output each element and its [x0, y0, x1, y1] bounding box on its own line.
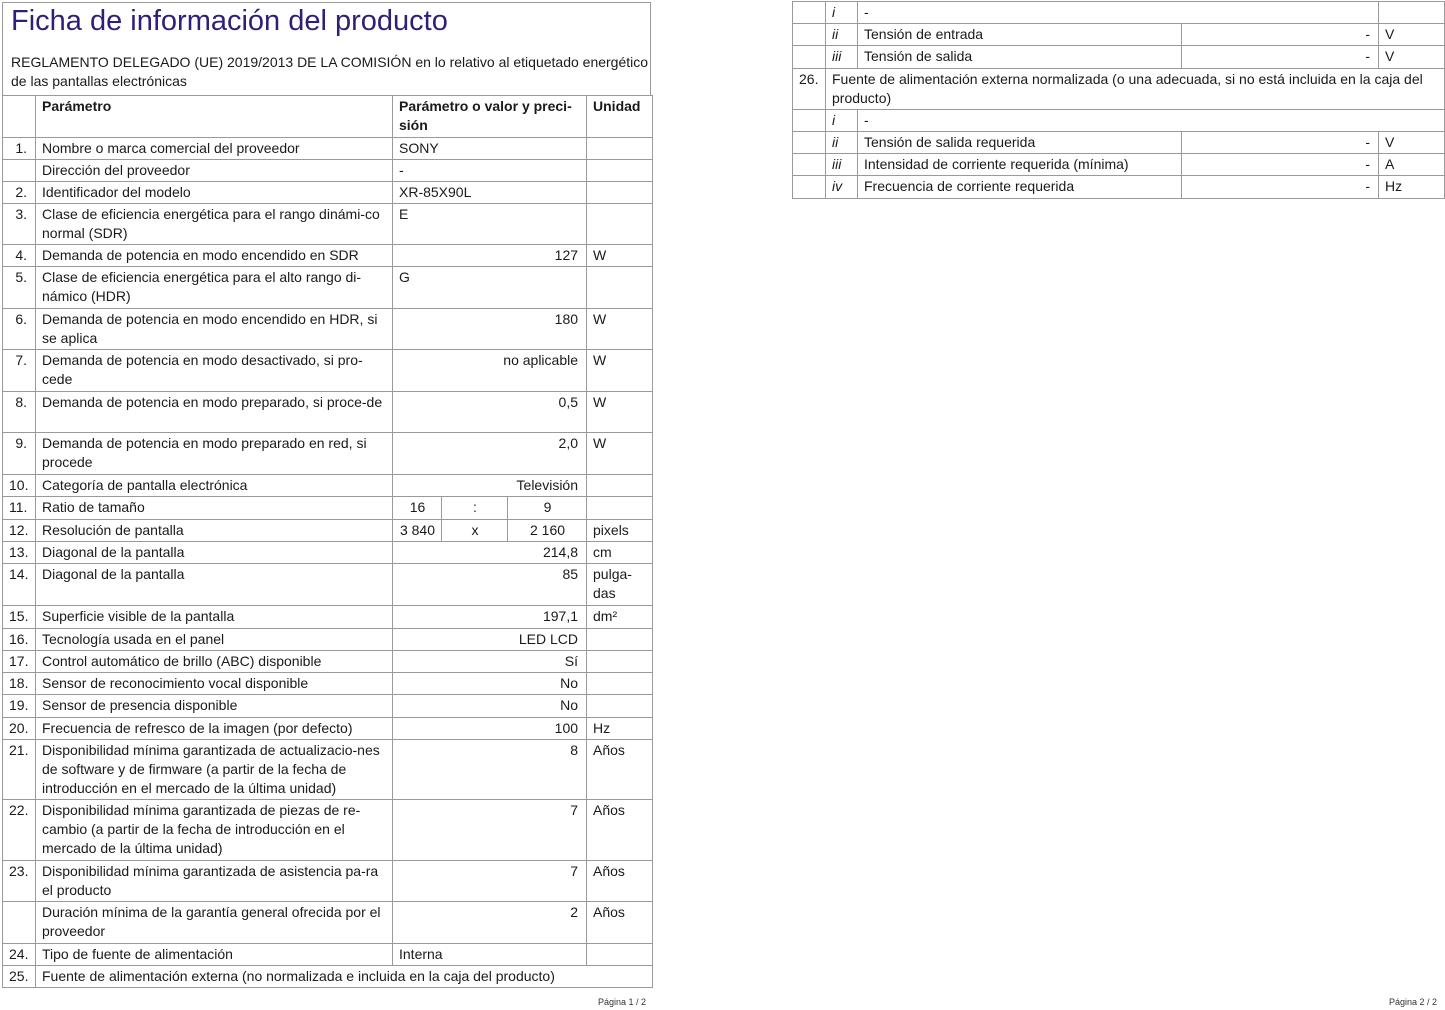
document-header [2, 2, 651, 95]
table-row: 20. Frecuencia de refresco de la imagen (por defecto) 100 Hz [3, 718, 653, 740]
header-value: Parámetro o valor y preci-sión [393, 96, 587, 138]
table-row: 5. Clase de eficiencia energética para el alto rango di-námico (HDR) G [3, 267, 653, 309]
table-row: iii Tensión de salida - V [793, 46, 1445, 69]
table-row: 18. Sensor de reconocimiento vocal disponible No [3, 673, 653, 695]
table-row: 16. Tecnología usada en el panel LED LCD [3, 629, 653, 651]
table-row: 26. Fuente de alimentación externa normalizada (o una adecuada, si no está incluida en la caja del producto) [793, 69, 1445, 110]
table-row: i - [793, 110, 1445, 132]
table-row: 13. Diagonal de la pantalla 214,8 cm [3, 542, 653, 564]
table-row: 4. Demanda de potencia en modo encendido en SDR 127 W [3, 245, 653, 267]
table-row: 3. Clase de eficiencia energética para el rango dinámi-co normal (SDR) E [3, 204, 653, 245]
table-row: 10. Categoría de pantalla electrónica Televisión [3, 475, 653, 497]
table-row: 14. Diagonal de la pantalla 85 pulga-das [3, 564, 653, 606]
table-row: ii Tensión de entrada - V [793, 24, 1445, 46]
table-row: 15. Superficie visible de la pantalla 197,1 dm² [3, 606, 653, 629]
table-row: 6. Demanda de potencia en modo encendido en HDR, si se aplica 180 W [3, 309, 653, 350]
table-row: 9. Demanda de potencia en modo preparado en red, si procede 2,0 W [3, 433, 653, 475]
table-row: iv Frecuencia de corriente requerida - Hz [793, 176, 1445, 199]
table-header-row [3, 96, 653, 138]
table-row: ii Tensión de salida requerida - V [793, 132, 1445, 154]
header-param: Parámetro [36, 96, 393, 138]
table-row: 19. Sensor de presencia disponible No [3, 695, 653, 718]
table-row: iii Intensidad de corriente requerida (mínima) - A [793, 154, 1445, 176]
table-row: Duración mínima de la garantía general ofrecida por el proveedor 2 Años [3, 902, 653, 944]
page-number: Página 1 / 2 [598, 997, 647, 1007]
table-row: 17. Control automático de brillo (ABC) disponible Sí [3, 651, 653, 673]
document-title: Ficha de información del producto [11, 5, 448, 37]
table-row: 8. Demanda de potencia en modo preparado, si proce-de 0,5 W [3, 392, 653, 433]
table-row: 2. Identificador del modelo XR-85X90L [3, 182, 653, 204]
table-row: 1. Nombre o marca comercial del proveedor SONY [3, 138, 653, 160]
table-row: 23. Disponibilidad mínima garantizada de asistencia pa-ra el producto 7 Años [3, 861, 653, 902]
table-row: i - [793, 2, 1445, 24]
page-number: Página 2 / 2 [1389, 997, 1438, 1007]
header-unit: Unidad [587, 96, 653, 138]
power-supply-table [792, 1, 1445, 199]
page-1 [0, 0, 655, 1010]
table-row: 21. Disponibilidad mínima garantizada de actualizacio-nes de software y de firmware (a partir de la fecha de introducción en el mercado de la última unidad) 8 Años [3, 740, 653, 800]
regulation-subtitle: REGLAMENTO DELEGADO (UE) 2019/2013 DE LA COMISIÓN en lo relativo al etiquetado energético de las pantallas electrónicas [11, 54, 649, 89]
table-row: 11. Ratio de tamaño 16 : 9 [3, 497, 653, 520]
table-row: 7. Demanda de potencia en modo desactivado, si pro-cede no aplicable W [3, 350, 653, 392]
table-row: 24. Tipo de fuente de alimentación Interna [3, 944, 653, 966]
product-info-table [2, 95, 653, 988]
table-row: 25. Fuente de alimentación externa (no normalizada e incluida en la caja del producto) [3, 966, 653, 988]
table-row: Dirección del proveedor - [3, 160, 653, 182]
table-row: 12. Resolución de pantalla 3 840 x 2 160 pixels [3, 520, 653, 542]
table-row: 22. Disponibilidad mínima garantizada de piezas de re-cambio (a partir de la fecha de introducción en el mercado de la última unidad) 7 Años [3, 800, 653, 861]
